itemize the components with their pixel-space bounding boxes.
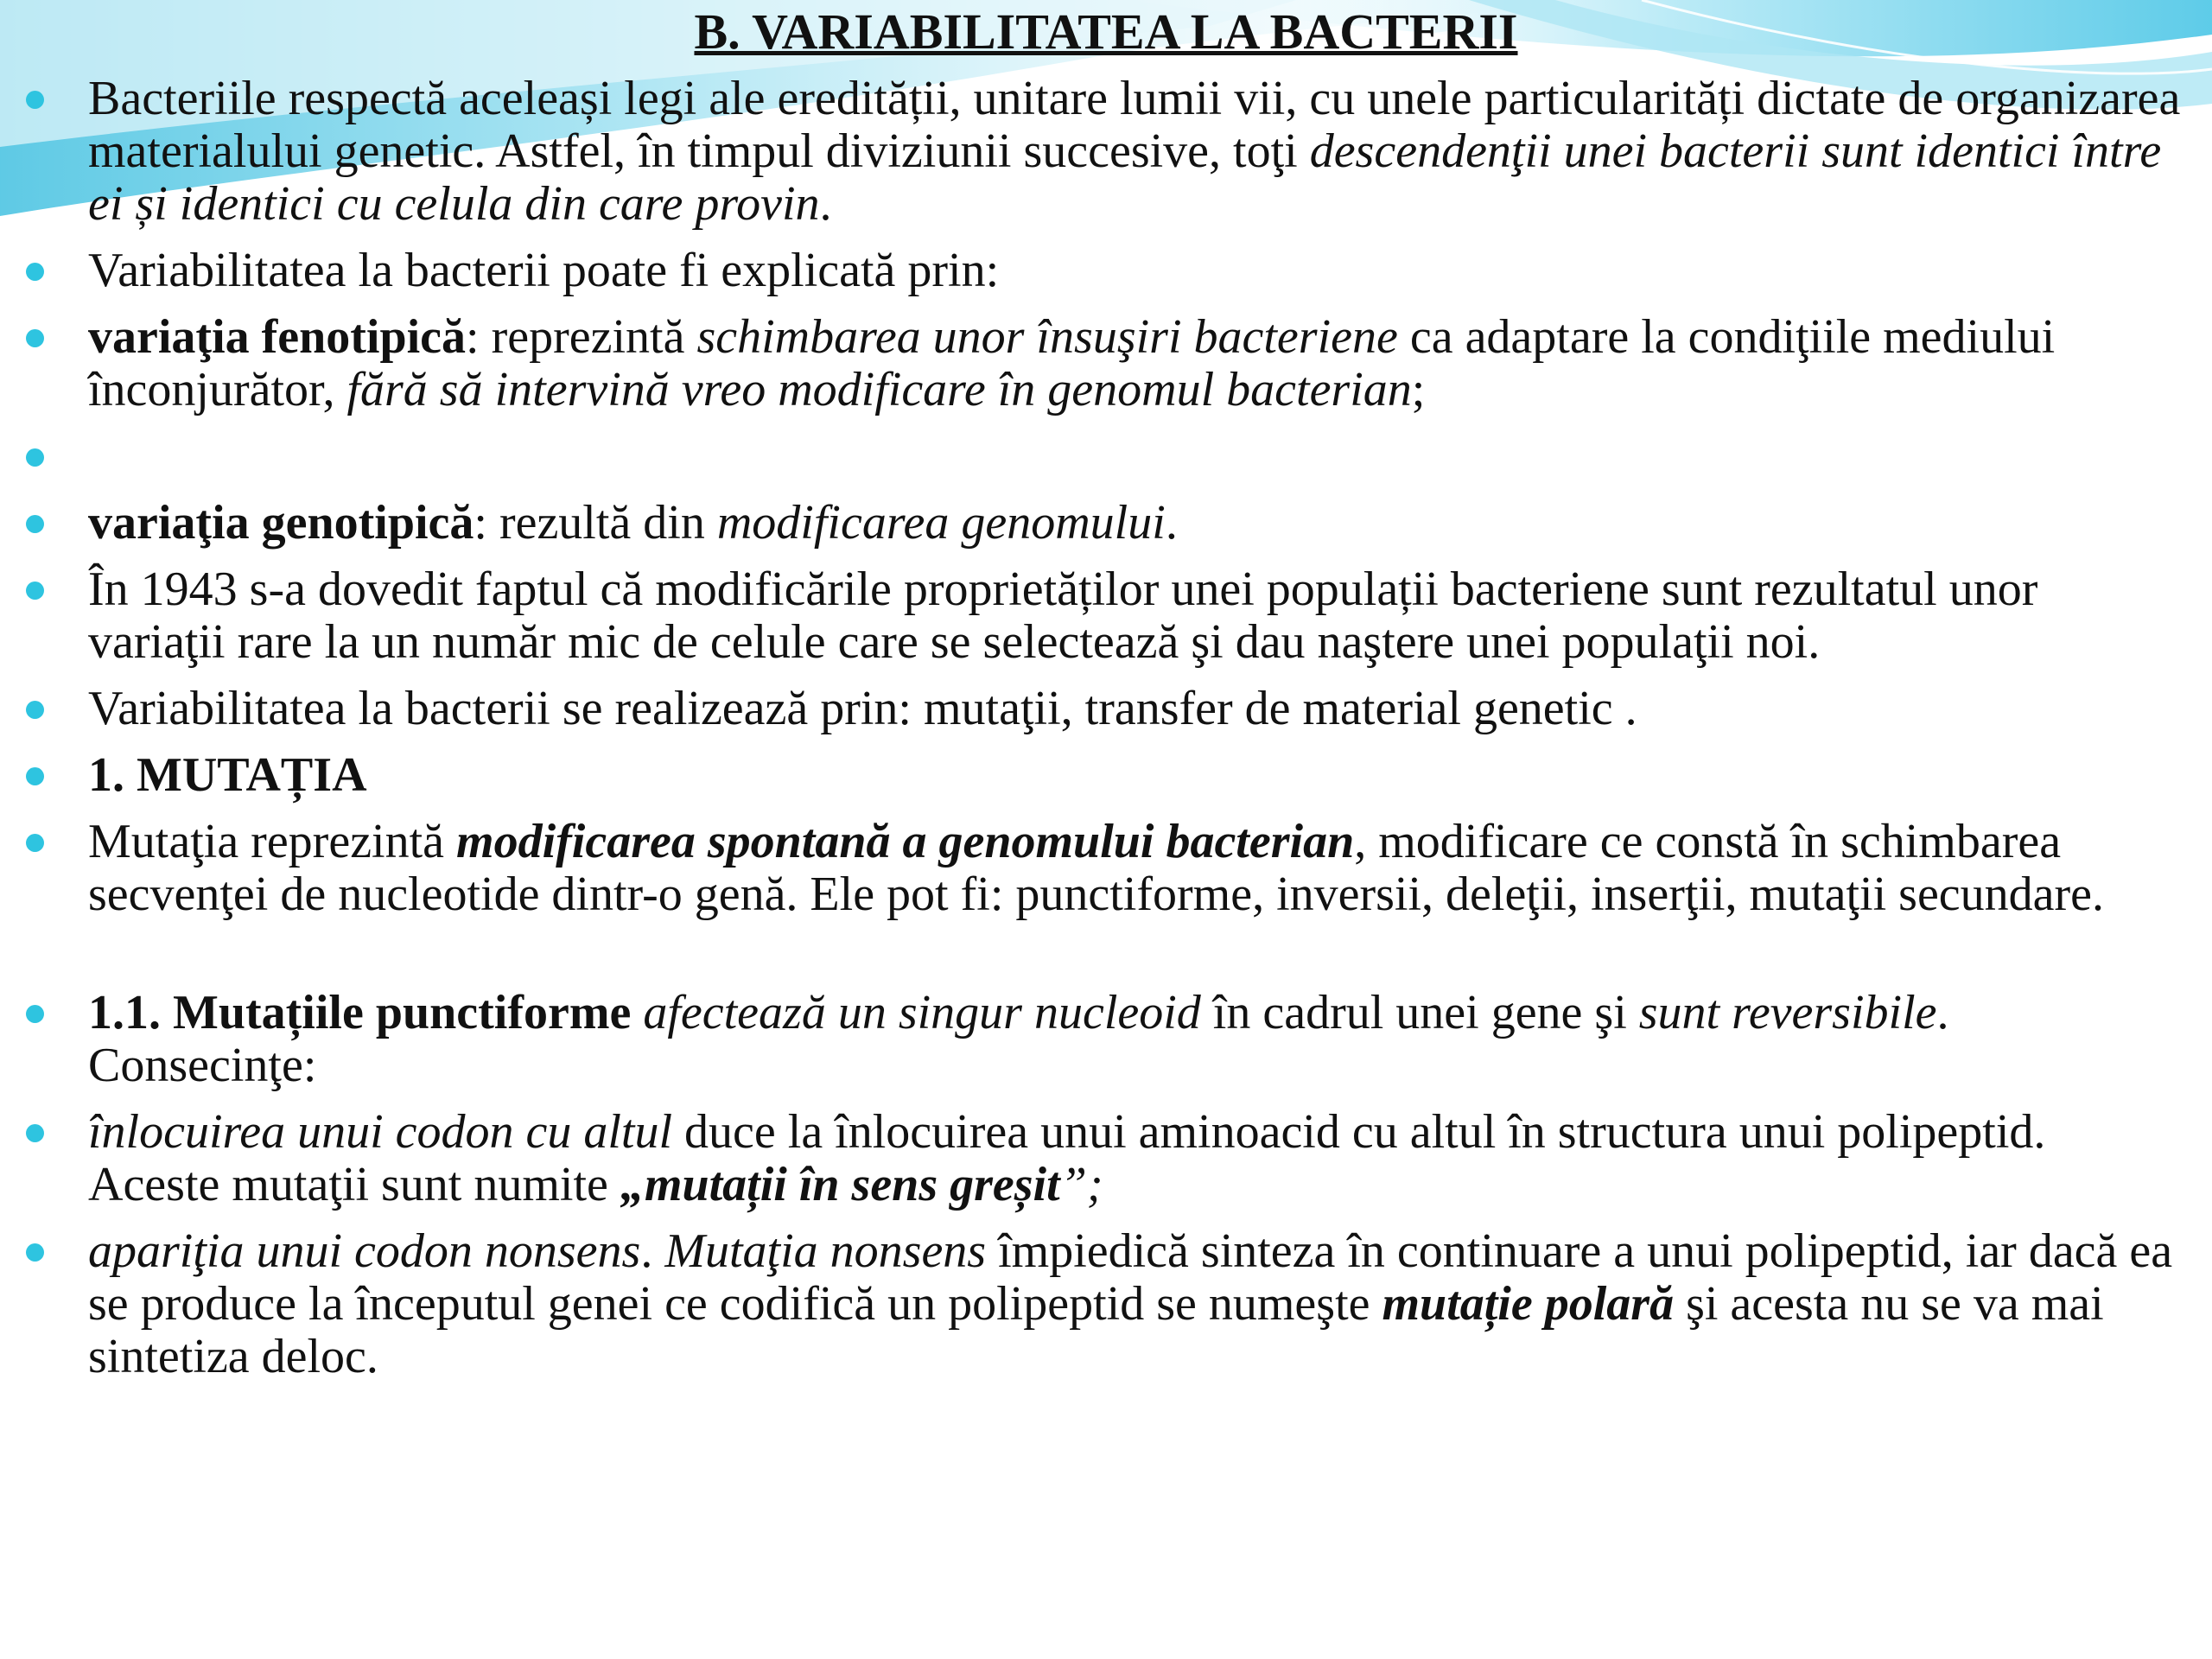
bullet-dot-icon (26, 448, 44, 467)
bullet-list (0, 73, 2212, 1397)
bullet-dot-icon (26, 582, 44, 600)
bullet-text: mutație polară (1382, 1277, 1675, 1331)
page-title: B. VARIABILITATEA LA BACTERII (694, 3, 1518, 60)
bullet-text: : rezultă din (474, 496, 717, 550)
bullet-text: apariţia unui codon nonsens (88, 1224, 641, 1278)
bullet-text: Variabilitatea la bacterii se realizează prin: mutaţii, transfer de material genetic . (88, 682, 1637, 735)
bullet-text: variaţia genotipică (88, 496, 474, 550)
bullet-text: ca adaptare la condiţiile mediului înconjurător, (88, 310, 2056, 416)
bullet-text: împiedică sinteza în continuare a unui polipeptid, iar dacă ea se produce la începutul genei ce codifică un polipeptid se numeşte (88, 1224, 2173, 1331)
bullet-dot-icon (26, 263, 44, 281)
bullet-text: „mutații în sens greșit (620, 1158, 1060, 1211)
bullet-item (0, 245, 2212, 297)
bullet-text (631, 986, 643, 1039)
bullet-dot-icon (26, 767, 44, 785)
bullet-dot-icon (26, 1124, 44, 1142)
bullet-item (0, 311, 2212, 416)
spacer (0, 935, 2212, 987)
bullet-text: schimbarea unor însuşiri bacteriene (696, 310, 1398, 364)
bullet-item (0, 816, 2212, 921)
bullet-item (0, 987, 2212, 1092)
bullet-dot-icon (26, 91, 44, 109)
bullet-text: . (819, 177, 832, 231)
bullet-dot-icon (26, 515, 44, 533)
bullet-text: . (1165, 496, 1178, 550)
bullet-text: duce la înlocuirea unui aminoacid cu altul în structura unui polipeptid. Aceste mutaţii sunt numite (88, 1105, 2046, 1211)
bullet-dot-icon (26, 834, 44, 852)
bullet-text: modificarea spontană a genomului bacterian (456, 815, 1355, 868)
bullet-text: descendenţii unei bacterii sunt identici între ei și identici cu celula din care provin (88, 124, 2162, 231)
bullet-dot-icon (26, 1005, 44, 1023)
bullet-text: Variabilitatea la bacterii poate fi explicată prin: (88, 244, 1000, 297)
bullet-dot-icon (26, 701, 44, 719)
bullet-item (0, 563, 2212, 669)
bullet-item (0, 497, 2212, 550)
bullet-text: Mutaţia nonsens (664, 1224, 987, 1278)
bullet-item (0, 430, 2212, 483)
bullet-text: afectează un singur nucleoid (643, 986, 1201, 1039)
bullet-text: sunt reversibile (1638, 986, 1937, 1039)
bullet-dot-icon (26, 1243, 44, 1262)
bullet-text: înlocuirea unui codon cu altul (88, 1105, 673, 1159)
bullet-item (0, 683, 2212, 735)
bullet-item (0, 73, 2212, 231)
bullet-text: şi acesta nu se va mai sintetiza deloc. (88, 1277, 2104, 1383)
bullet-text: 1.1. Mutațiile punctiforme (88, 986, 632, 1039)
bullet-text: Mutaţia reprezintă (88, 815, 457, 868)
bullet-text: ”; (1059, 1158, 1103, 1211)
bullet-text: . Consecinţe: (88, 986, 1949, 1092)
bullet-text: Bacteriile respectă aceleași legi ale eredității, unitare lumii vii, cu unele particularități dictate de organizarea materialului genetic. Astfel, în timpul diviziunii succesive, toţi (88, 72, 2181, 178)
bullet-text: , modificare ce constă în schimbarea secvenţei de nucleotide dintr-o genă. Ele pot fi: punctiforme, inversii, deleţii, inserţii, mutaţii secundare. (88, 815, 2105, 921)
bullet-text: variaţia fenotipică (88, 310, 467, 364)
bullet-text: 1. MUTAȚIA (88, 748, 367, 802)
bullet-text: În 1943 s-a dovedit faptul că modificările proprietăților unei populații bacteriene sunt rezultatul unor variaţii rare la un număr mic de celule care se selectează şi dau naştere unei populaţii noi. (88, 563, 2038, 669)
bullet-item (0, 1106, 2212, 1211)
bullet-text: în cadrul unei gene şi (1200, 986, 1639, 1039)
bullet-item (0, 749, 2212, 802)
bullet-item (0, 1225, 2212, 1383)
bullet-text: modificarea genomului (716, 496, 1166, 550)
bullet-text: . (640, 1224, 665, 1278)
bullet-text: fără să intervină vreo modificare în genomul bacterian (346, 363, 1412, 416)
bullet-text: ; (1411, 363, 1426, 416)
bullet-text: : reprezintă (466, 310, 697, 364)
bullet-dot-icon (26, 329, 44, 347)
